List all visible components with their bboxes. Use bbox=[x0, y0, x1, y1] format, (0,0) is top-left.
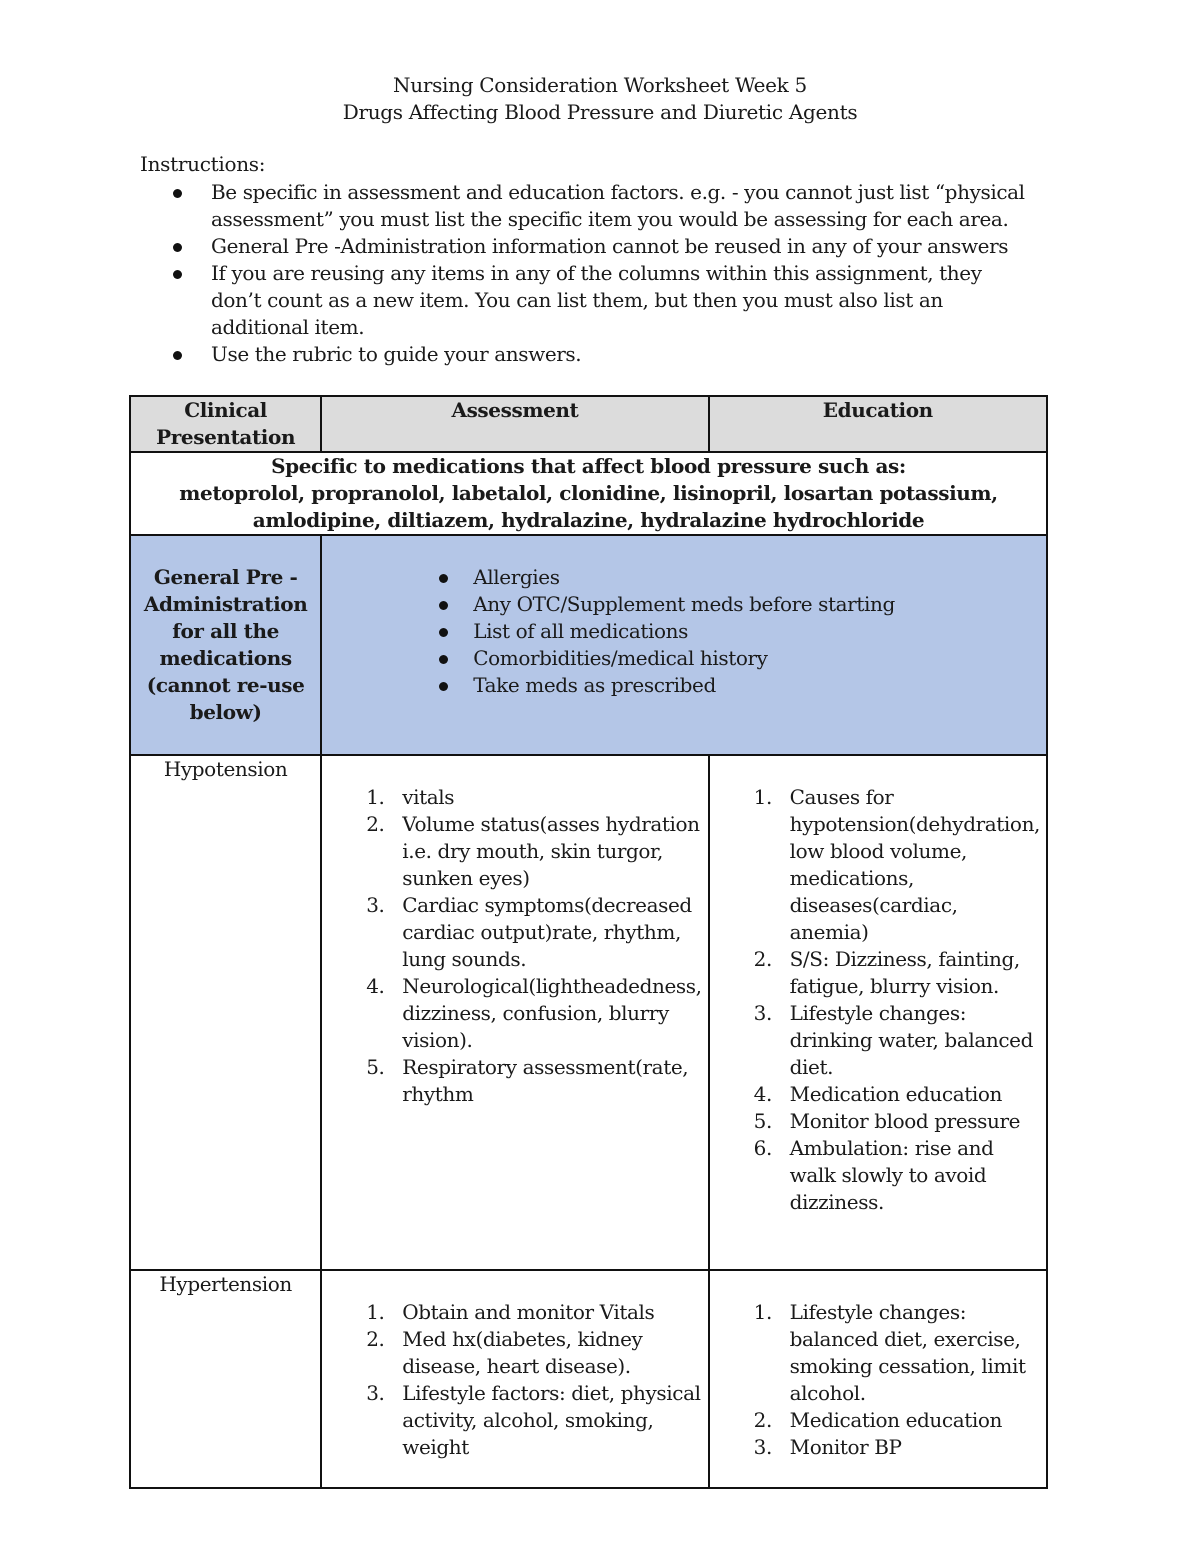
list-item: Allergies bbox=[436, 564, 1046, 591]
list-item: 1. Obtain and monitor Vitals bbox=[366, 1300, 655, 1324]
list-item: 2. Volume status(asses hydration i.e. dry mouth, skin turgor, sunken eyes) bbox=[366, 812, 700, 890]
header-assessment: Assessment bbox=[321, 396, 708, 452]
header-clinical-presentation: Clinical Presentation bbox=[130, 396, 321, 452]
hypotension-education bbox=[709, 755, 1047, 1270]
page-title: Nursing Consideration Worksheet Week 5 bbox=[393, 73, 807, 97]
education-list bbox=[710, 784, 1046, 1216]
list-item: 5. Monitor blood pressure bbox=[753, 1109, 1021, 1133]
bullet-icon bbox=[173, 189, 182, 198]
bullet-icon bbox=[173, 243, 182, 252]
table-header-row bbox=[130, 396, 1047, 452]
header-education: Education bbox=[709, 396, 1047, 452]
general-pre-administration-list bbox=[322, 536, 1046, 699]
list-item: 2. S/S: Dizziness, fainting, fatigue, blurry vision. bbox=[753, 947, 1020, 998]
list-item: 1. Lifestyle changes: balanced diet, exercise, smoking cessation, limit alcohol. bbox=[753, 1300, 1026, 1405]
instructions-label: Instructions: bbox=[140, 152, 266, 176]
row-label-hypotension: Hypotension bbox=[130, 755, 321, 1270]
bullet-icon bbox=[439, 601, 448, 610]
list-item: 3. Lifestyle factors: diet, physical activity, alcohol, smoking, weight bbox=[366, 1381, 701, 1459]
instructions-list bbox=[170, 179, 1030, 368]
bullet-icon bbox=[439, 682, 448, 691]
assessment-list bbox=[322, 1299, 707, 1461]
table-row-hypertension bbox=[130, 1270, 1047, 1488]
list-item: Any OTC/Supplement meds before starting bbox=[436, 591, 1046, 618]
bullet-icon bbox=[439, 655, 448, 664]
subheader-line: amlodipine, diltiazem, hydralazine, hydralazine hydrochloride bbox=[252, 508, 925, 532]
list-item: 2. Medication education bbox=[753, 1408, 1002, 1432]
assessment-list bbox=[322, 784, 707, 1108]
instruction-item: Be specific in assessment and education factors. e.g. - you cannot just list “physical assessment” you must list the specific item you would be assessing for each area. bbox=[170, 179, 1030, 233]
list-item: 2. Med hx(diabetes, kidney disease, heart disease). bbox=[366, 1327, 643, 1378]
general-pre-administration-list-cell bbox=[321, 535, 1047, 755]
list-item: Comorbidities/medical history bbox=[436, 645, 1046, 672]
row-label-hypertension: Hypertension bbox=[130, 1270, 321, 1488]
subheader-line: Specific to medications that affect blood pressure such as: bbox=[271, 454, 906, 478]
instruction-item: Use the rubric to guide your answers. bbox=[170, 341, 1030, 368]
list-item: Take meds as prescribed bbox=[436, 672, 1046, 699]
table-row-hypotension bbox=[130, 755, 1047, 1270]
general-pre-administration-row bbox=[130, 535, 1047, 755]
list-item: List of all medications bbox=[436, 618, 1046, 645]
list-item: 3. Cardiac symptoms(decreased cardiac output)rate, rhythm, lung sounds. bbox=[366, 893, 692, 971]
list-item: 3. Lifestyle changes: drinking water, balanced diet. bbox=[753, 1001, 1033, 1079]
list-item: 5. Respiratory assessment(rate, rhythm bbox=[366, 1055, 689, 1106]
list-item: 1. Causes for hypotension(dehydration, low blood volume, medications, diseases(cardiac, anemia) bbox=[753, 785, 1041, 944]
bullet-icon bbox=[173, 270, 182, 279]
list-item: 1. vitals bbox=[366, 785, 455, 809]
medications-subheader bbox=[130, 452, 1047, 535]
hypotension-assessment bbox=[321, 755, 708, 1270]
instruction-item: General Pre -Administration information cannot be reused in any of your answers bbox=[170, 233, 1030, 260]
list-item: 4. Neurological(lightheadedness, dizziness, confusion, blurry vision). bbox=[366, 974, 702, 1052]
page-subtitle: Drugs Affecting Blood Pressure and Diuretic Agents bbox=[342, 100, 858, 124]
list-item: 6. Ambulation: rise and walk slowly to avoid dizziness. bbox=[753, 1136, 994, 1214]
subheader-line: metoprolol, propranolol, labetalol, clonidine, lisinopril, losartan potassium, bbox=[179, 481, 998, 505]
hypertension-education bbox=[709, 1270, 1047, 1488]
list-item: 4. Medication education bbox=[753, 1082, 1002, 1106]
bullet-icon bbox=[439, 628, 448, 637]
list-item: 3. Monitor BP bbox=[753, 1435, 902, 1459]
hypertension-assessment bbox=[321, 1270, 708, 1488]
bullet-icon bbox=[173, 351, 182, 360]
instruction-item: If you are reusing any items in any of the columns within this assignment, they don’t count as a new item. You can list them, but then you must also list an additional item. bbox=[170, 260, 1030, 341]
medications-subheader-row bbox=[130, 452, 1047, 535]
general-pre-administration-label: General Pre -Administration for all the medications (cannot re-use below) bbox=[130, 535, 321, 755]
worksheet-table bbox=[129, 395, 1048, 1489]
bullet-icon bbox=[439, 574, 448, 583]
education-list bbox=[710, 1299, 1046, 1461]
